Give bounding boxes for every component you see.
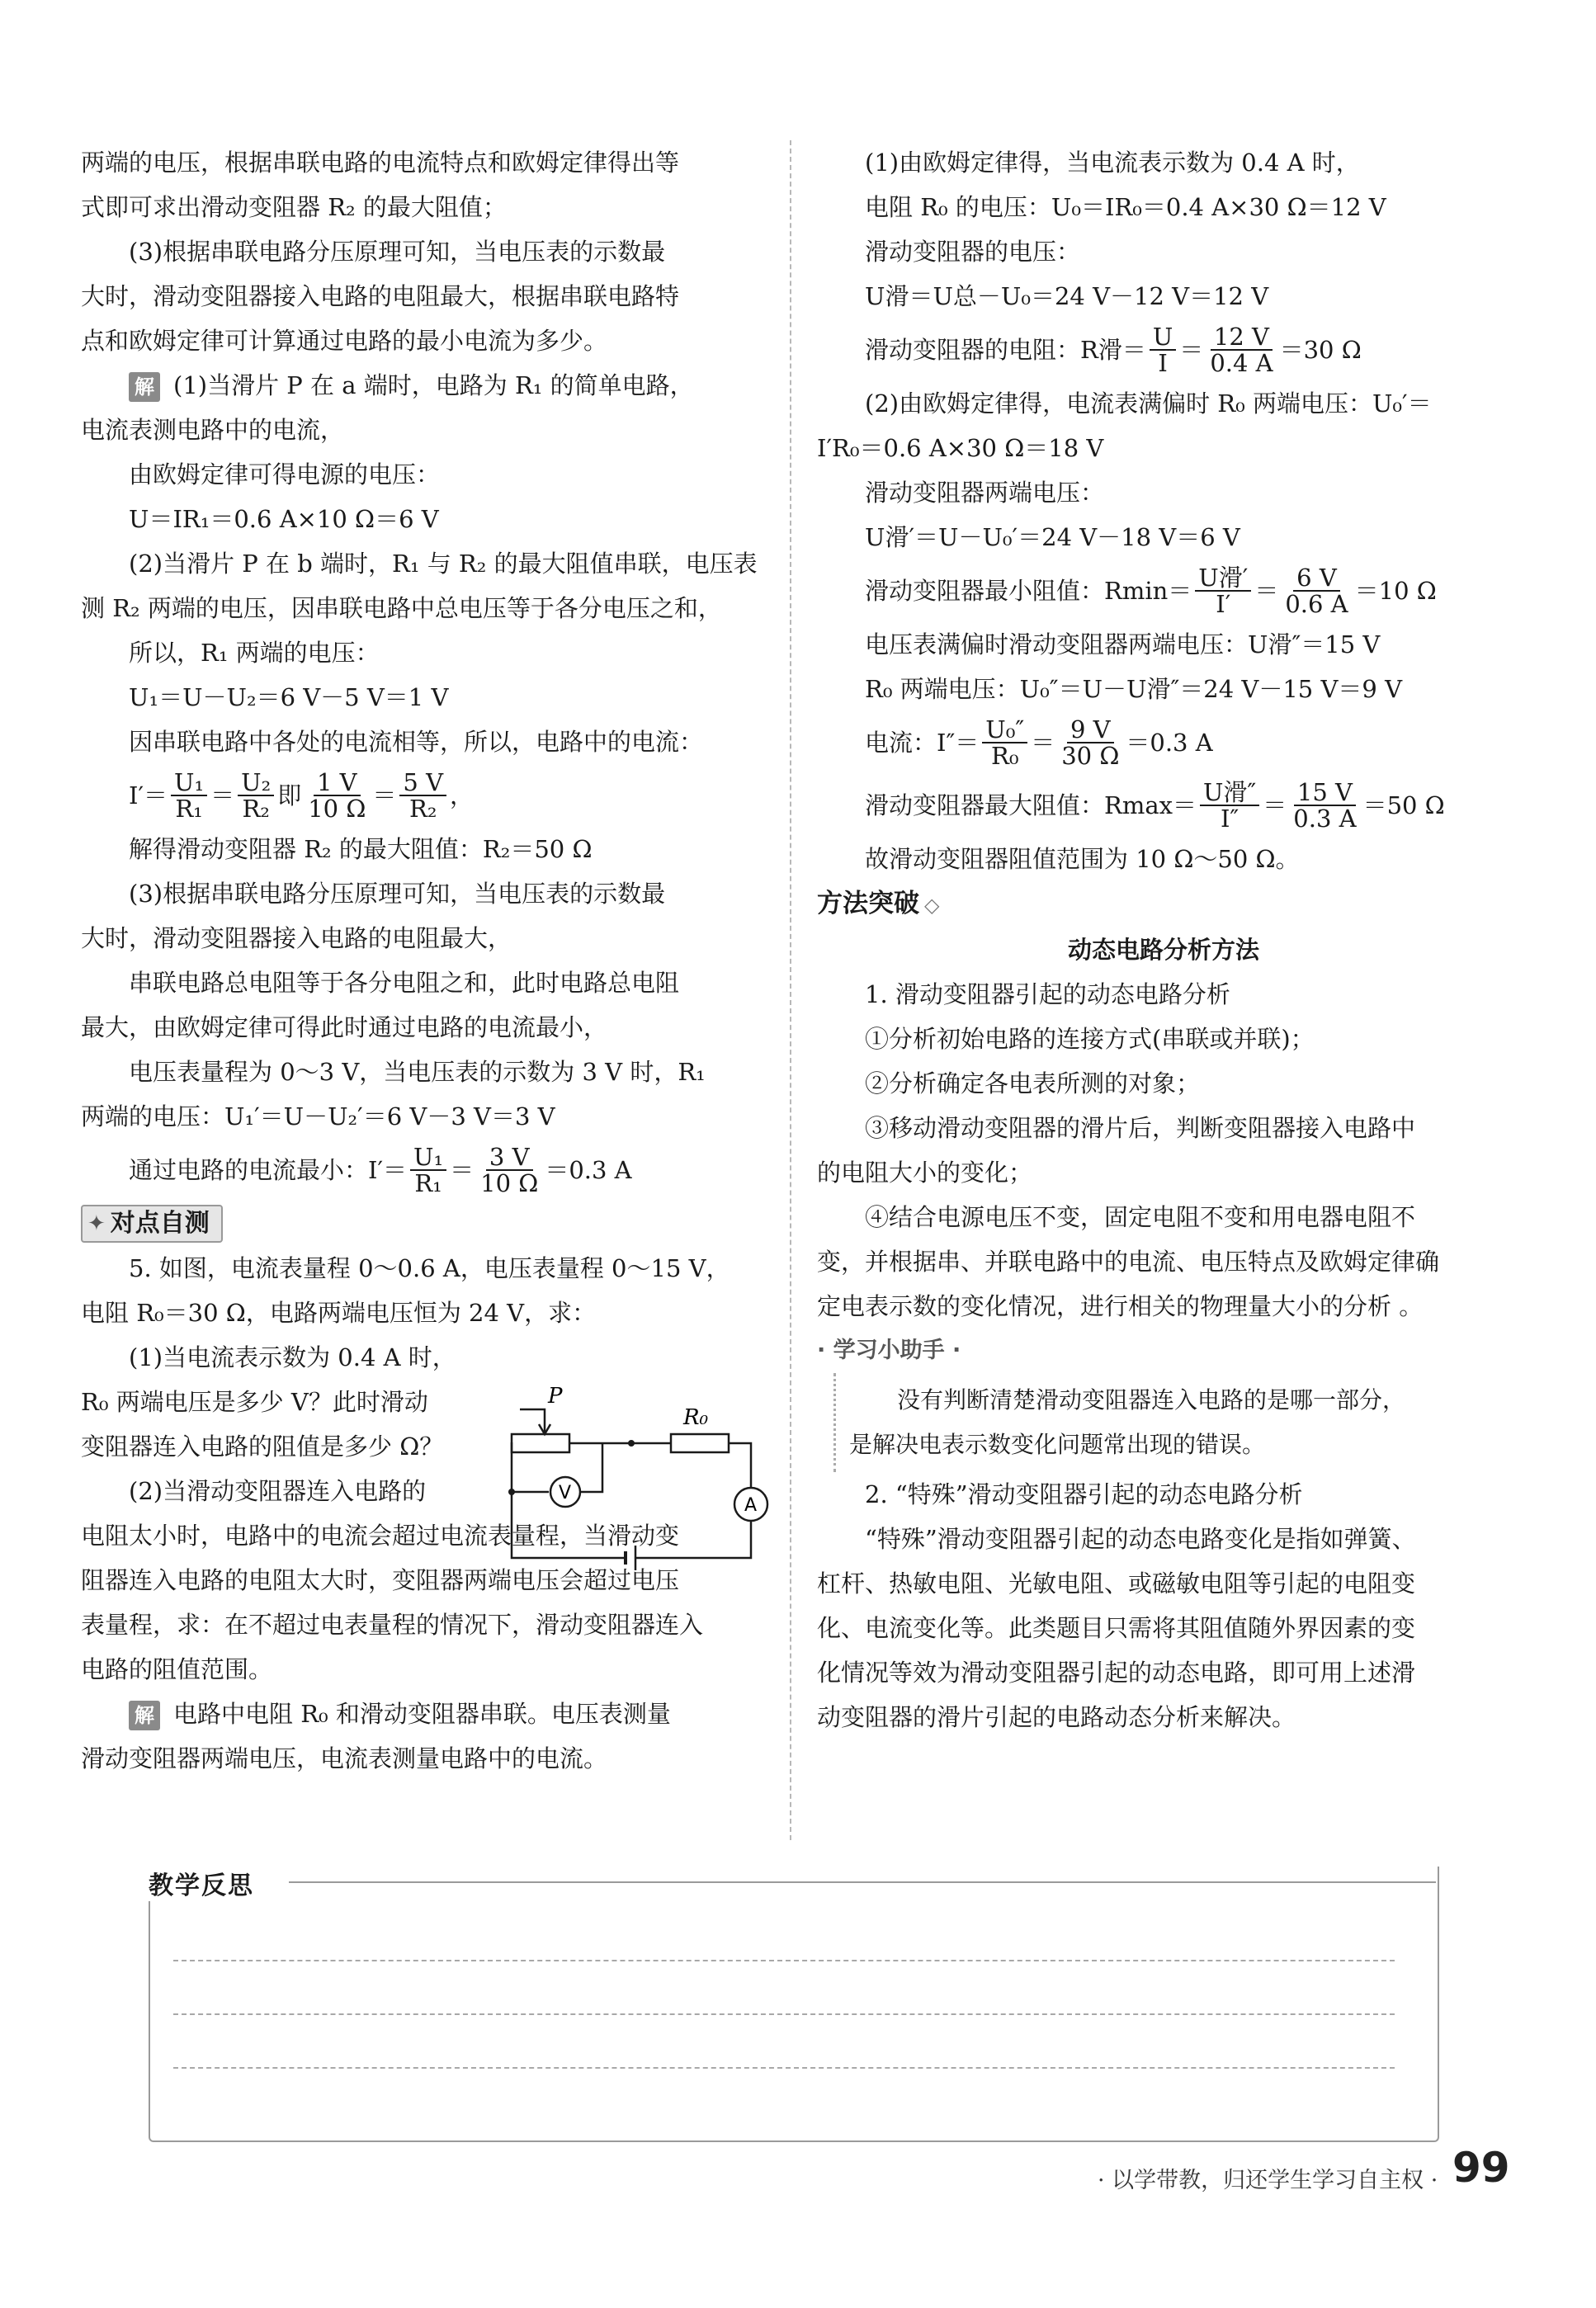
formula-text: 通过电路的电流最小：I′＝: [129, 1156, 408, 1184]
fraction: [1282, 565, 1351, 616]
text-line: (2)由欧姆定律得，电流表满偏时 R₀ 两端电压：U₀′＝: [865, 389, 1432, 418]
star-icon: ✦: [87, 1211, 106, 1236]
page-number: 99: [1452, 2144, 1510, 2192]
formula-text: ＝: [1031, 729, 1055, 757]
method-title: 动态电路分析方法: [1067, 936, 1259, 964]
fraction: [1195, 565, 1251, 616]
numerator: U₁: [171, 770, 207, 796]
text-line: ④结合电源电压不变，固定电阻不变和用电器电阻不: [865, 1203, 1416, 1231]
text-line: 1. 滑动变阻器引起的动态电路分析: [865, 980, 1230, 1008]
text-line: 由欧姆定律可得电源的电压：: [129, 460, 441, 489]
question-line: 表量程，求：在不超过电表量程的情况下，滑动变阻器连入: [81, 1611, 704, 1639]
text-line: U₁＝U－U₂＝6 V－5 V＝1 V: [129, 683, 449, 711]
writing-line: [173, 2067, 1395, 2069]
fraction: [1150, 324, 1176, 375]
denominator: 10 Ω: [308, 795, 366, 823]
text-line: 化情况等效为滑动变阻器引起的动态电路，即可用上述滑: [817, 1659, 1416, 1687]
reflection-box: [149, 1867, 1439, 2142]
numerator: 3 V: [486, 1145, 533, 1171]
text-line: ②分析确定各电表所测的对象；: [865, 1069, 1201, 1097]
text-line: 故滑动变阻器阻值范围为 10 Ω～50 Ω。: [865, 845, 1300, 873]
formula-text: ＝: [372, 781, 397, 809]
question-line: R₀ 两端电压是多少 V？此时滑动: [81, 1388, 428, 1416]
rheostat-body: [512, 1434, 569, 1452]
text-line: 最大，由欧姆定律可得此时通过电路的电流最小，: [81, 1013, 608, 1041]
text-line: ③移动滑动变阻器的滑片后，判断变阻器接入电路中: [865, 1114, 1416, 1142]
numerator: U₀″: [982, 717, 1027, 743]
text-line: 杠杆、热敏电阻、光敏电阻、或磁敏电阻等引起的电阻变: [817, 1569, 1416, 1598]
text-line: 测 R₂ 两端的电压，因串联电路中总电压等于各分电压之和，: [81, 594, 722, 622]
formula-resistance: [817, 319, 1510, 381]
method-heading-label: 方法突破: [817, 889, 919, 918]
column-divider: [790, 140, 791, 1840]
formula-current-r0: [817, 711, 1510, 774]
numerator: U滑″: [1200, 780, 1259, 806]
denominator: R₁: [175, 795, 203, 823]
text-line: 电压表量程为 0～3 V，当电压表的示数为 3 V 时，R₁: [129, 1058, 706, 1086]
right-column: [817, 140, 1510, 1739]
text-line: 因串联电路中各处的电流相等，所以，电路中的电流：: [129, 728, 704, 756]
formula-text: 滑动变阻器的电阻：R滑＝: [865, 336, 1146, 364]
fraction: [1200, 780, 1259, 831]
fraction: [1058, 717, 1122, 768]
label-r0: R₀: [683, 1405, 708, 1430]
denominator: 10 Ω: [480, 1169, 539, 1197]
formula-text: 即: [277, 781, 302, 809]
denominator: 0.4 A: [1210, 349, 1273, 377]
text-line: U＝IR₁＝0.6 A×10 Ω＝6 V: [129, 505, 439, 533]
formula-min-current: [81, 1139, 766, 1201]
formula-text: ＝: [1254, 577, 1279, 605]
text-line: 电路中电阻 R₀ 和滑动变阻器串联。电压表测量: [173, 1700, 671, 1728]
question-line: 5. 如图，电流表量程 0～0.6 A，电压表量程 0～15 V，: [129, 1254, 730, 1282]
method-heading: [817, 881, 1510, 927]
solution-line: [81, 1692, 766, 1736]
text-line: “特殊”滑动变阻器引起的动态电路变化是指如弹簧、: [865, 1525, 1416, 1553]
solution-line: [81, 363, 766, 408]
fraction: [1206, 324, 1276, 375]
text-line: 没有判断清楚滑动变阻器连入电路的是哪一部分，: [897, 1386, 1406, 1414]
text-line: 滑动变阻器的电压：: [865, 238, 1081, 266]
jie-label-icon: 解: [129, 372, 160, 402]
text-line: 串联电路总电阻等于各分电阻之和，此时电路总电阻: [129, 969, 680, 997]
text-line: (1)当滑片 P 在 a 端时，电路为 R₁ 的简单电路，: [173, 371, 694, 399]
fraction: [171, 770, 207, 821]
numerator: U: [1150, 324, 1176, 351]
numerator: U₂: [238, 770, 274, 796]
text-line: 点和欧姆定律可计算通过电路的最小电流为多少。: [81, 327, 608, 355]
formula-text: 滑动变阻器最小阻值：Rmin＝: [865, 577, 1192, 605]
numerator: 1 V: [314, 770, 361, 796]
denominator: I″: [1220, 805, 1239, 833]
text-line: 解得滑动变阻器 R₂ 的最大阻值：R₂＝50 Ω: [129, 835, 593, 863]
formula-rmin: [817, 559, 1510, 622]
fraction: [305, 770, 369, 821]
denominator: 0.6 A: [1285, 590, 1348, 618]
question-line: 阻器连入电路的电阻太大时，变阻器两端电压会超过电压: [81, 1566, 680, 1594]
formula-text: ＝: [1263, 791, 1287, 819]
wire: [635, 1521, 751, 1558]
question-line: 电阻 R₀＝30 Ω，电路两端电压恒为 24 V，求：: [81, 1299, 597, 1327]
junction-dot: [628, 1440, 635, 1447]
formula-text: 滑动变阻器最大阻值：Rmax＝: [865, 791, 1197, 819]
wire: [729, 1443, 751, 1488]
formula-text: ＝: [210, 781, 235, 809]
denominator: R₂: [409, 795, 437, 823]
denominator: I: [1158, 349, 1168, 377]
fraction: [1290, 780, 1359, 831]
formula-text: 电流：I″＝: [865, 729, 980, 757]
denominator: R₂: [242, 795, 270, 823]
text-line: 式即可求出滑动变阻器 R₂ 的最大阻值；: [81, 193, 507, 221]
denominator: 0.3 A: [1293, 805, 1357, 833]
question-line: 电路的阻值范围。: [81, 1655, 273, 1683]
formula-text: ，: [450, 781, 475, 809]
text-line: U滑＝U总－U₀＝24 V－12 V＝12 V: [865, 282, 1269, 310]
text-line: R₀ 两端电压：U₀″＝U－U滑″＝24 V－15 V＝9 V: [865, 675, 1403, 703]
denominator: R₀: [991, 742, 1019, 770]
r0-resistor: [671, 1434, 729, 1452]
diamond-icon: ◇: [924, 894, 940, 917]
numerator: U₁: [410, 1145, 446, 1171]
formula-text: ＝: [450, 1156, 475, 1184]
fraction: [982, 717, 1027, 768]
text-line: I′R₀＝0.6 A×30 Ω＝18 V: [817, 434, 1104, 462]
label-a: A: [744, 1495, 758, 1516]
denominator: I′: [1216, 590, 1231, 618]
formula-text: ＝10 Ω: [1354, 577, 1437, 605]
question-line: (2)当滑动变阻器连入电路的: [129, 1477, 427, 1505]
formula-text: ＝: [1179, 336, 1204, 364]
text-line: 大时，滑动变阻器接入电路的电阻最大，: [81, 924, 512, 952]
text-line: (3)根据串联电路分压原理可知，当电压表的示数最: [129, 880, 666, 908]
question-line: (1)当电流表示数为 0.4 A 时，: [129, 1343, 456, 1371]
fraction: [238, 770, 274, 821]
formula-text: ＝0.3 A: [1126, 729, 1213, 757]
numerator: 5 V: [399, 770, 446, 796]
footer-slogan: · 以学带教，归还学生学习自主权 ·: [1098, 2168, 1438, 2193]
denominator: R₁: [414, 1169, 442, 1197]
text-line: 滑动变阻器两端电压，电流表测量电路中的电流。: [81, 1744, 608, 1772]
fraction: [410, 1145, 446, 1196]
numerator: 6 V: [1293, 565, 1340, 592]
formula-text: ＝50 Ω: [1362, 791, 1445, 819]
text-line: (3)根据串联电路分压原理可知，当电压表的示数最: [129, 238, 666, 266]
text-line: 电压表满偏时滑动变阻器两端电压：U滑″＝15 V: [865, 630, 1381, 658]
text-line: ①分析初始电路的连接方式(串联或并联)；: [865, 1025, 1315, 1053]
text-line: 化、电流变化等。此类题目只需将其阻值随外界因素的变: [817, 1614, 1416, 1642]
text-line: (2)当滑片 P 在 b 端时，R₁ 与 R₂ 的最大阻值串联，电压表: [129, 550, 758, 578]
fraction: [399, 770, 446, 821]
text-line: 变，并根据串、并联电路中的电流、电压特点及欧姆定律确: [817, 1248, 1440, 1276]
text-line: U滑′＝U－U₀′＝24 V－18 V＝6 V: [865, 523, 1240, 551]
section-heading-row: [81, 1201, 766, 1246]
text-line: 定电表示数的变化情况，进行相关的物理量大小的分析 。: [817, 1292, 1424, 1320]
numerator: 9 V: [1067, 717, 1114, 743]
writing-line: [173, 1960, 1395, 1961]
question-line: 变阻器连入电路的阻值是多少 Ω？: [81, 1432, 444, 1461]
text-line: 动变阻器的滑片引起的电路动态分析来解决。: [817, 1703, 1296, 1731]
jie-label-icon: 解: [129, 1701, 160, 1730]
formula-text: ＝0.3 A: [545, 1156, 632, 1184]
text-line: 电阻 R₀ 的电压：U₀＝IR₀＝0.4 A×30 Ω＝12 V: [865, 193, 1386, 221]
formula-rmax: [817, 774, 1510, 837]
reflection-top-line: [289, 1881, 1436, 1883]
section-tag-label: 对点自测: [110, 1209, 210, 1238]
text-line: (1)由欧姆定律得，当电流表示数为 0.4 A 时，: [865, 149, 1360, 177]
circuit-diagram: [487, 1376, 780, 1579]
text-line: 两端的电压：U₁′＝U－U₂′＝6 V－3 V＝3 V: [81, 1102, 555, 1130]
text-line: 滑动变阻器两端电压：: [865, 479, 1105, 507]
text-line: 2. “特殊”滑动变阻器引起的动态电路分析: [865, 1480, 1303, 1508]
text-line: 大时，滑动变阻器接入电路的电阻最大，根据串联电路特: [81, 282, 680, 310]
numerator: 12 V: [1211, 324, 1273, 351]
question-line: 电阻太小时，电路中的电流会超过电流表量程，当滑动变: [81, 1522, 680, 1550]
section-tag: [81, 1205, 223, 1243]
formula-text: I′＝: [129, 781, 168, 809]
text-line: 电流表测电路中的电流，: [81, 416, 345, 444]
formula-text: ＝30 Ω: [1279, 336, 1362, 364]
helper-tag: · 学习小助手 ·: [817, 1338, 961, 1363]
reflection-title: 教学反思: [149, 1865, 262, 1901]
text-line: 所以，R₁ 两端的电压：: [129, 639, 380, 667]
formula-current: [81, 764, 766, 827]
helper-box: [833, 1373, 1510, 1472]
numerator: U滑′: [1195, 565, 1251, 592]
numerator: 15 V: [1294, 780, 1356, 806]
label-v: V: [559, 1483, 572, 1503]
text-line: 是解决电表示数变化问题常出现的错误。: [849, 1431, 1266, 1458]
wire: [580, 1443, 602, 1492]
text-line: 的电阻大小的变化；: [817, 1159, 1033, 1187]
denominator: 30 Ω: [1061, 742, 1120, 770]
text-line: 两端的电压，根据串联电路的电流特点和欧姆定律得出等: [81, 149, 680, 177]
junction-dot: [508, 1489, 515, 1495]
fraction: [477, 1145, 541, 1196]
writing-line: [173, 2013, 1395, 2015]
label-p: P: [548, 1384, 563, 1409]
